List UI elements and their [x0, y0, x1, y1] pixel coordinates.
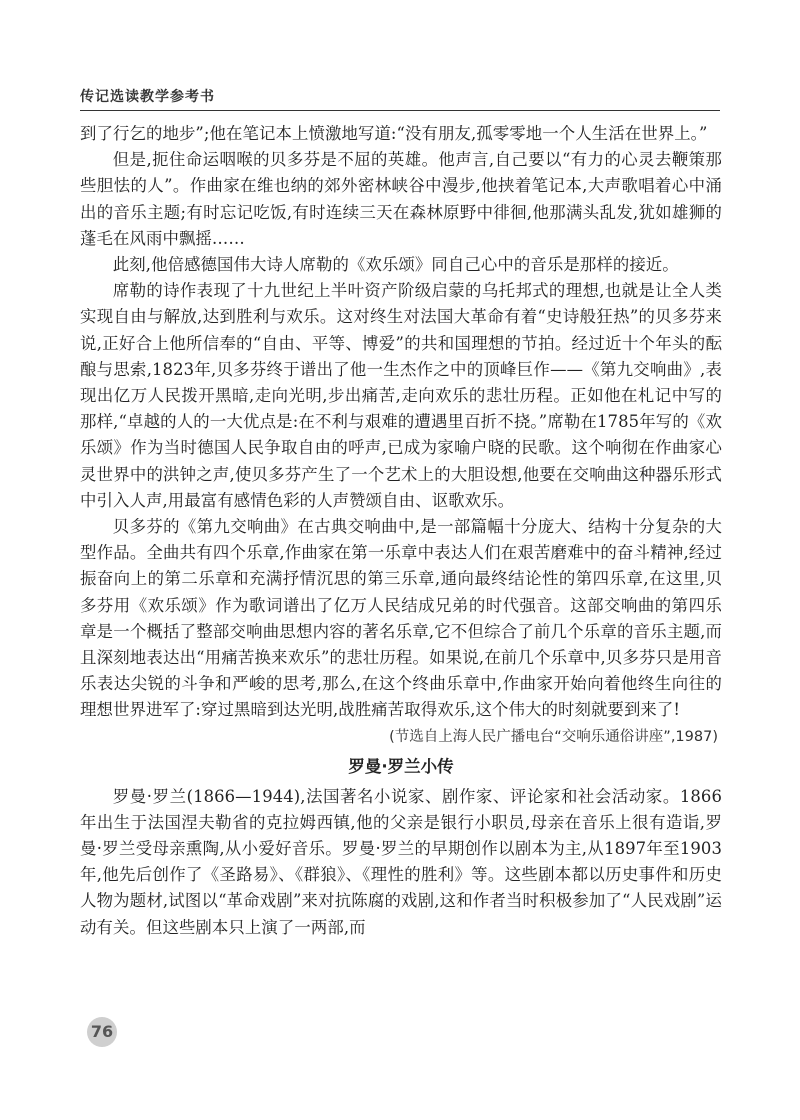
paragraph: 但是,扼住命运咽喉的贝多芬是不屈的英雄。他声言,自己要以“有力的心灵去鞭策那些胆怯的人”。作曲家在维也纳的郊外密林峡谷中漫步,他挟着笔记本,大声歌唱着心中涌出的音乐主题;有时忘记吃饭,有时连续三天在森林原野中徘徊,他那满头乱发,犹如雄狮的蓬毛在风雨中飘摇……: [80, 150, 722, 248]
header-title: 传记选读教学参考书: [80, 89, 215, 105]
paragraph-continued: 到了行乞的地步”;他在笔记本上愤激地写道:“没有朋友,孤零零地一个人生活在世界上。”: [80, 124, 708, 143]
paragraph: 此刻,他倍感德国伟大诗人席勒的《欢乐颂》同自己心中的音乐是那样的接近。: [112, 255, 679, 275]
paragraph: 罗曼·罗兰(1866—1944),法国著名小说家、剧作家、评论家和社会活动家。1866年出生于法国涅夫勒省的克拉姆西镇,他的父亲是银行小职员,母亲在音乐上很有造诣,罗曼·罗兰受母亲熏陶,从小爱好音乐。罗曼·罗兰的早期创作以剧本为主,从1897年至1903年,他先后创作了《圣路易》、《群狼》、《理性的胜利》等。这些剧本都以历史事件和历史人物为题材,试图以“革命戏剧”来对抗陈腐的戏剧,这和作者当时积极参加了“人民戏剧”运动有关。但这些剧本只上演了一两部,而: [80, 786, 722, 937]
section-title: 罗曼·罗兰小传: [348, 756, 454, 776]
paragraph: 席勒的诗作表现了十九世纪上半叶资产阶级启蒙的乌托邦式的理想,也就是让全人类实现自由与解放,达到胜利与欢乐。这对终生对法国大革命有着“史诗般狂热”的贝多芬来说,正好合上他所信奉的“自由、平等、博爱”的共和国理想的节拍。经过近十个年头的酝酿与思索,1823年,贝多芬终于谱出了他一生杰作之中的顶峰巨作——《第九交响曲》,表现出亿万人民拨开黑暗,走向光明,步出痛苦,走向欢乐的悲壮历程。正如他在札记中写的那样,“卓越的人的一大优点是:在不利与艰难的遭遇里百折不挠。”席勒在1785年写的《欢乐颂》作为当时德国人民争取自由的呼声,已成为家喻户晓的民歌。这个响彻在作曲家心灵世界中的洪钟之声,使贝多芬产生了一个艺术上的大胆设想,他要在交响曲这种器乐形式中引入人声,用最富有感情色彩的人声赞颂自由、讴歌欢乐。: [80, 281, 722, 510]
page-number-badge: 76: [87, 1017, 117, 1047]
running-header: [80, 80, 720, 111]
source-citation: (节选自上海人民广播电台“交响乐通俗讲座”,1987): [389, 728, 718, 745]
main-text: [80, 121, 722, 941]
paragraph: 贝多芬的《第九交响曲》在古典交响曲中,是一部篇幅十分庞大、结构十分复杂的大型作品。全曲共有四个乐章,作曲家在第一乐章中表达人们在艰苦磨难中的奋斗精神,经过振奋向上的第二乐章和充满抒情沉思的第三乐章,通向最终结论性的第四乐章,在这里,贝多芬用《欢乐颂》作为歌词谱出了亿万人民结成兄弟的时代强音。这部交响曲的第四乐章是一个概括了整部交响曲思想内容的著名乐章,它不但综合了前几个乐章的音乐主题,而且深刻地表达出“用痛苦换来欢乐”的悲壮历程。如果说,在前几个乐章中,贝多芬只是用音乐表达尖锐的斗争和严峻的思考,那么,在这个终曲乐章中,作曲家开始向着他终生向往的理想世界进军了:穿过黑暗到达光明,战胜痛苦取得欢乐,这个伟大的时刻就要到来了!: [80, 517, 722, 720]
